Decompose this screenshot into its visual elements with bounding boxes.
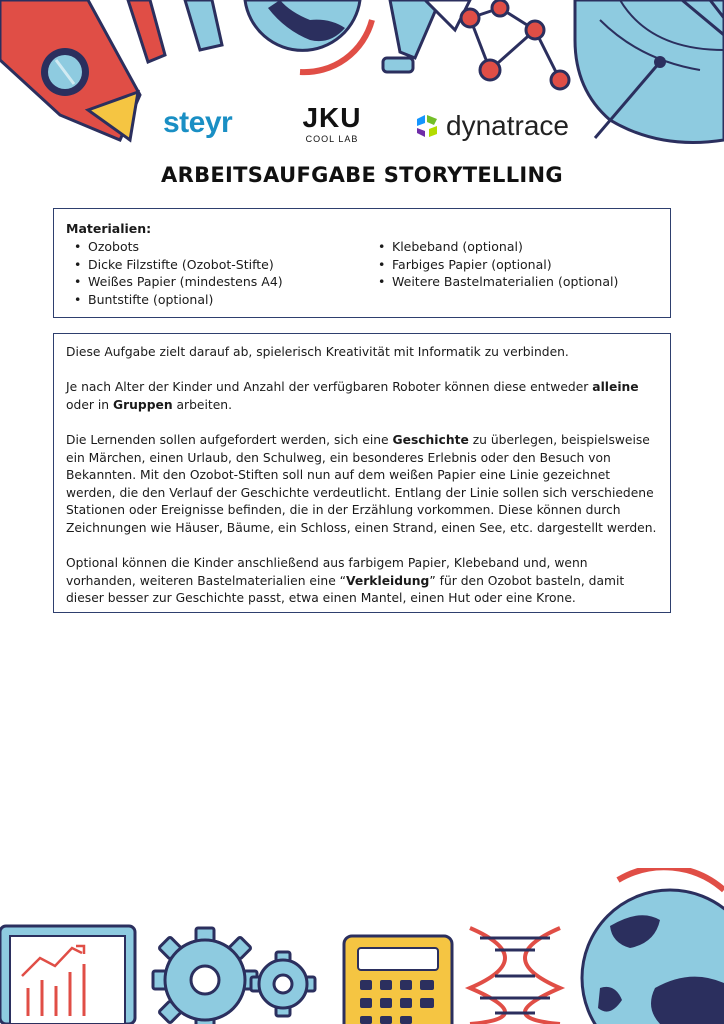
text-run: ” für den Ozobot basteln, damit dieser besser zur Geschichte passt, etwa einen Mantel, einen Hut oder eine Krone. [66,573,625,606]
bold-verkleidung: Verkleidung [346,573,430,588]
test-tube-icon [383,0,470,72]
dynatrace-wordmark: dynatrace [446,110,569,141]
text-run: Optional können die Kinder anschließend aus farbigem Papier, Klebeband und, wenn vorhanden, weiteren Bastelmaterialien eine “ [66,556,588,588]
text-run: Je nach Alter der Kinder und Anzahl der verfügbaren Roboter können diese entweder [66,380,593,395]
bold-gruppen: Gruppen [112,397,173,412]
bold-geschichte: Geschichte [392,432,469,447]
bottom-decoration [0,868,724,1024]
molecule-icon [461,0,569,89]
calculator-icon [344,936,452,1024]
dynatrace-icon [414,113,440,139]
logo-bar [0,100,724,150]
materials-list-right [370,238,618,291]
list-item: • Ozobots [66,238,283,256]
list-item: • Weitere Bastelmaterialien (optional) [370,273,618,291]
paragraph-groups [66,379,658,414]
materials-heading: Materialien: [66,221,152,236]
list-item: • Buntstifte (optional) [66,291,283,309]
jku-logo-mark: JKU [302,102,362,133]
jku-cool-lab-logo [293,104,371,144]
materials-list-left [66,238,283,308]
text-run: oder in [66,397,113,412]
steyr-logo: steyr [163,106,233,139]
list-item: • Weißes Papier (mindestens A4) [66,273,283,291]
materials-box [53,208,671,318]
globe-icon [245,0,372,72]
list-item: • Farbiges Papier (optional) [370,256,618,274]
text-run: arbeiten. [172,397,232,412]
list-item: • Klebeband (optional) [370,238,618,256]
gears-icon [153,928,315,1024]
task-description-box [53,333,671,613]
paragraph-story [66,432,658,538]
paragraph-costume [66,555,658,608]
paragraph-intro: Diese Aufgabe zielt darauf ab, spielerisch Kreativität mit Informatik zu verbinden. [66,345,569,359]
list-item: • Dicke Filzstifte (Ozobot-Stifte) [66,256,283,274]
dna-icon [470,928,560,1024]
text-run: Die Lernenden sollen aufgefordert werden, sich eine [66,432,393,447]
dynatrace-logo [414,110,569,142]
jku-logo-subtitle: COOL LAB [305,134,359,144]
text-run: zu überlegen, beispielsweise ein Märchen, einen Urlaub, den Schulweg, ein besonderes Erlebnis oder den Besuch von Bekannten. Mit den Ozobot-Stiften soll nun auf dem weißen Papier eine Linie gezeichnet werden, die den Verlauf der Geschichte verdeutlicht. Entlang der Linie sollen sich verschiedene Stationen oder Ereignisse befinden, die in der Erzählung vorkommen. Diese können durch Zeichnungen wie Häuser, Bäume, ein Schloss, einen Strand, einen See, etc. dargestellt werden. [66,432,657,535]
stripe-icon [128,0,222,62]
page-title: ARBEITSAUFGABE STORYTELLING [161,163,563,187]
laptop-chart-icon [0,926,135,1024]
globe-icon [582,868,724,1024]
bold-alleine: alleine [592,380,639,395]
